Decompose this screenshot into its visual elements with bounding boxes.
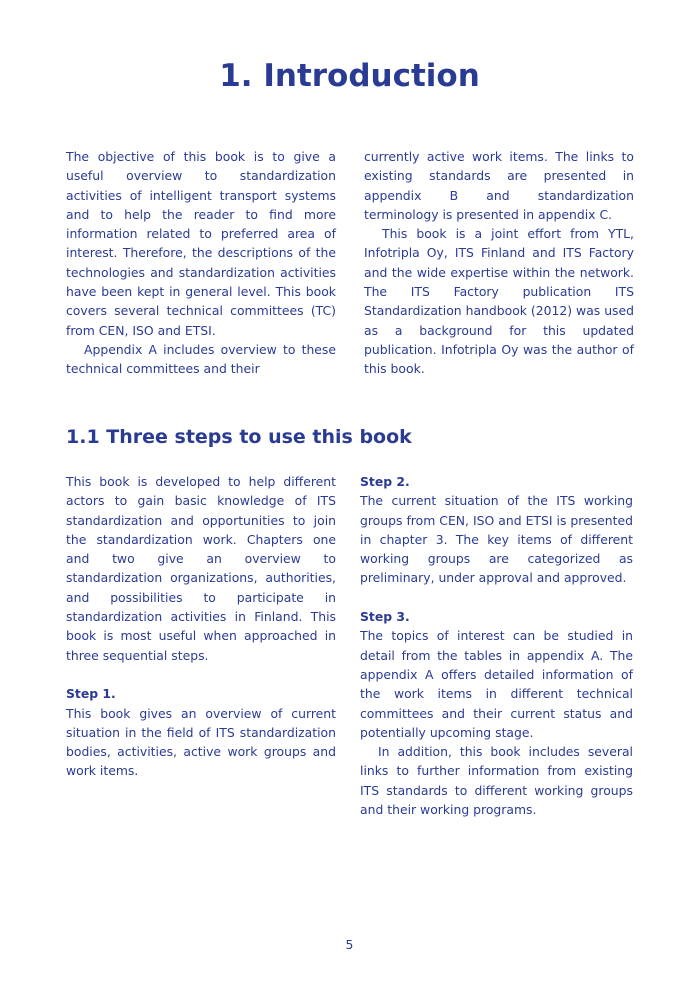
step-2-heading: Step 2. (360, 474, 410, 489)
intro-paragraph-4: This book is a joint effort from YTL, Infotripla Oy, ITS Finland and ITS Factory and the wide expertise within the network. The ITS Factory publication ITS Standardization handbook (2012) was used as a background for this updated publication. Infotripla Oy was the author of this book. (364, 226, 634, 377)
intro-column-left (66, 147, 336, 379)
steps-column-right (360, 472, 633, 819)
step-3-heading: Step 3. (360, 609, 410, 625)
step-2-text: The current situation of the ITS working groups from CEN, ISO and ETSI is presented in chapter 3. The key items of different working groups are categorized as preliminary, under approval and approved. (360, 493, 633, 586)
addition-paragraph: In addition, this book includes several links to further information from existing ITS standards to different working groups and their working programs. (360, 744, 633, 818)
intro-column-right (364, 147, 634, 379)
intro-paragraph-1: The objective of this book is to give a useful overview to standardization activities of intelligent transport systems and to help the reader to find more information related to preferred area of interest. Therefore, the descriptions of the technologies and standardization activities have been kept in general level. This book covers several technical committees (TC) from CEN, ISO and ETSI. (66, 149, 336, 338)
step-1-heading: Step 1. (66, 686, 116, 702)
step-1-text: This book gives an overview of current situation in the field of ITS standardization bodies, activities, active work groups and work items. (66, 705, 336, 779)
step-3-text: The topics of interest can be studied in detail from the tables in appendix A. The appendix A offers detailed information of the work items in different technical committees and their current status and potentially upcoming stage. (360, 628, 633, 740)
intro-paragraph-3: currently active work items. The links to existing standards are presented in appendix B and standardization terminology is presented in appendix C. (364, 149, 634, 222)
steps-column-left (66, 472, 336, 781)
section-heading: 1.1 Three steps to use this book (66, 426, 412, 448)
steps-intro-paragraph: This book is developed to help different actors to gain basic knowledge of ITS standardization and opportunities to join the standardization work. Chapters one and two give an overview to standardization organizations, authorities, and possibilities to participate in standardization activities in Finland. This book is most useful when approached in three sequential steps. (66, 474, 336, 663)
page-title: 1. Introduction (219, 58, 480, 94)
intro-paragraph-2: Appendix A includes overview to these technical committees and their (66, 341, 336, 377)
page-number: 5 (345, 937, 354, 952)
